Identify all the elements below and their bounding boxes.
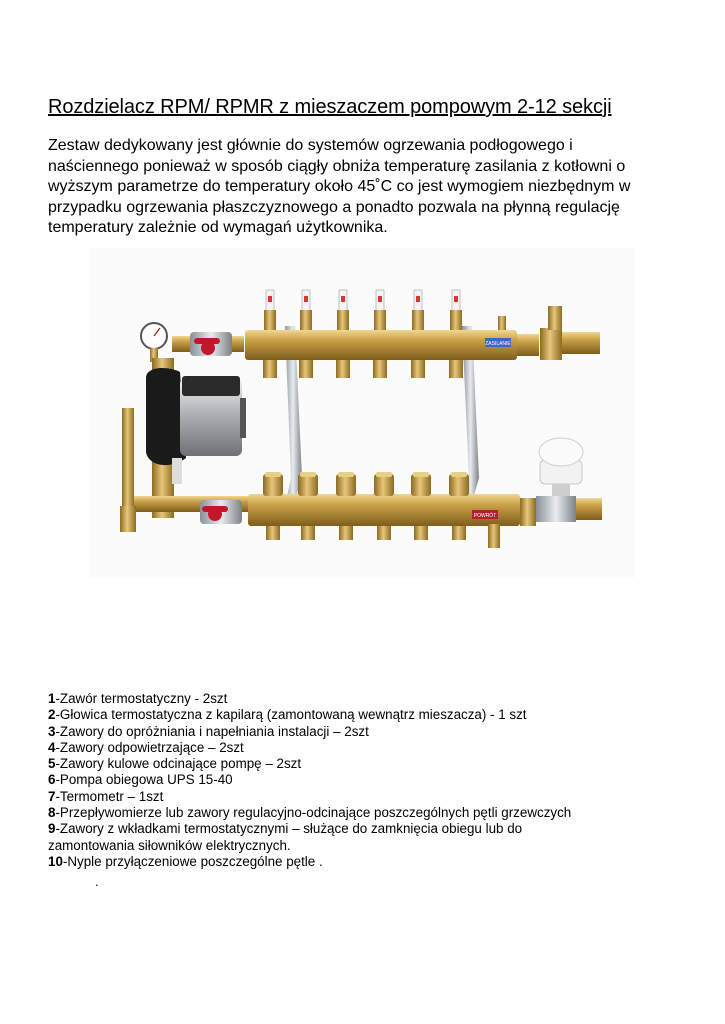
- trailing-mark: .: [95, 874, 99, 889]
- list-item: [48, 724, 688, 740]
- item-text: -Termometr – 1szt: [55, 788, 164, 804]
- item-text: -Przepływomierze lub zawory regulacyjno-odcinające poszczególnych pętli grzewczych: [55, 805, 572, 821]
- item-number: 1: [48, 691, 56, 706]
- item-text: -Nyple przyłączeniowe poszczególne pętle .: [62, 853, 323, 869]
- list-item: [48, 691, 688, 707]
- list-item: [48, 821, 688, 837]
- item-text: -Zawór termostatyczny - 2szt: [55, 691, 228, 706]
- list-item: [48, 740, 688, 756]
- item-number: 9: [48, 821, 56, 837]
- list-item: [48, 772, 688, 788]
- intro-line: temperatury zależnie od wymagań użytkownika.: [48, 219, 388, 236]
- item-number: 2: [48, 707, 56, 723]
- item-text: -Zawory do opróżniania i napełniania instalacji – 2szt: [55, 723, 369, 739]
- item-text: -Głowica termostatyczna z kapilarą (zamontowaną wewnątrz mieszacza) - 1 szt: [55, 707, 527, 723]
- list-item: [48, 756, 688, 772]
- item-number: 6: [48, 772, 56, 788]
- ball-valve-top: [190, 332, 232, 356]
- list-item: [48, 854, 688, 870]
- item-text: -Pompa obiegowa UPS 15-40: [55, 772, 233, 788]
- intro-line: wyższym parametrze do temperatury około 45˚C co jest wymogiem niezbędnym w: [48, 178, 631, 195]
- item-number: 10: [48, 853, 63, 869]
- page-title: Rozdzielacz RPM/ RPMR z mieszaczem pompowym 2-12 sekcji: [48, 96, 612, 118]
- item-number: 8: [48, 805, 56, 821]
- parts-list: [48, 691, 688, 870]
- product-photo: [90, 248, 635, 578]
- manifold-tag-bottom: POWRÓT: [473, 513, 497, 519]
- item-text: zamontowania siłowników elektrycznych.: [48, 837, 291, 853]
- thermometer: [141, 323, 167, 362]
- item-text: -Zawory kulowe odcinające pompę – 2szt: [55, 756, 302, 772]
- item-number: 5: [48, 756, 56, 772]
- return-manifold: [248, 494, 520, 526]
- ball-valve-bottom: [200, 500, 242, 524]
- list-item: [48, 789, 688, 805]
- list-item: [48, 838, 688, 854]
- item-text: -Zawory odpowietrzające – 2szt: [55, 739, 244, 755]
- item-number: 4: [48, 739, 56, 755]
- list-item: [48, 707, 688, 723]
- item-number: 7: [48, 788, 56, 804]
- supply-manifold: [245, 330, 539, 360]
- thermostatic-head: [539, 438, 583, 496]
- intro-line: naściennego ponieważ w sposób ciągły obniża temperaturę zasilania z kotłowni o: [48, 157, 626, 175]
- item-number: 3: [48, 723, 56, 739]
- manifold-illustration: [90, 248, 635, 578]
- manifold-tag-top: ZASILANIE: [485, 341, 511, 347]
- list-item: [48, 805, 688, 821]
- intro-line: Zestaw dedykowany jest głównie do systemów ogrzewania podłogowego i: [48, 137, 573, 154]
- intro-line: przypadku ogrzewania płaszczyznowego a ponadto pozwala na płynną regulację: [48, 198, 620, 216]
- item-text: -Zawory z wkładkami termostatycznymi – służące do zamknięcia obiegu lub do: [55, 821, 523, 837]
- intro-paragraph: [48, 136, 688, 239]
